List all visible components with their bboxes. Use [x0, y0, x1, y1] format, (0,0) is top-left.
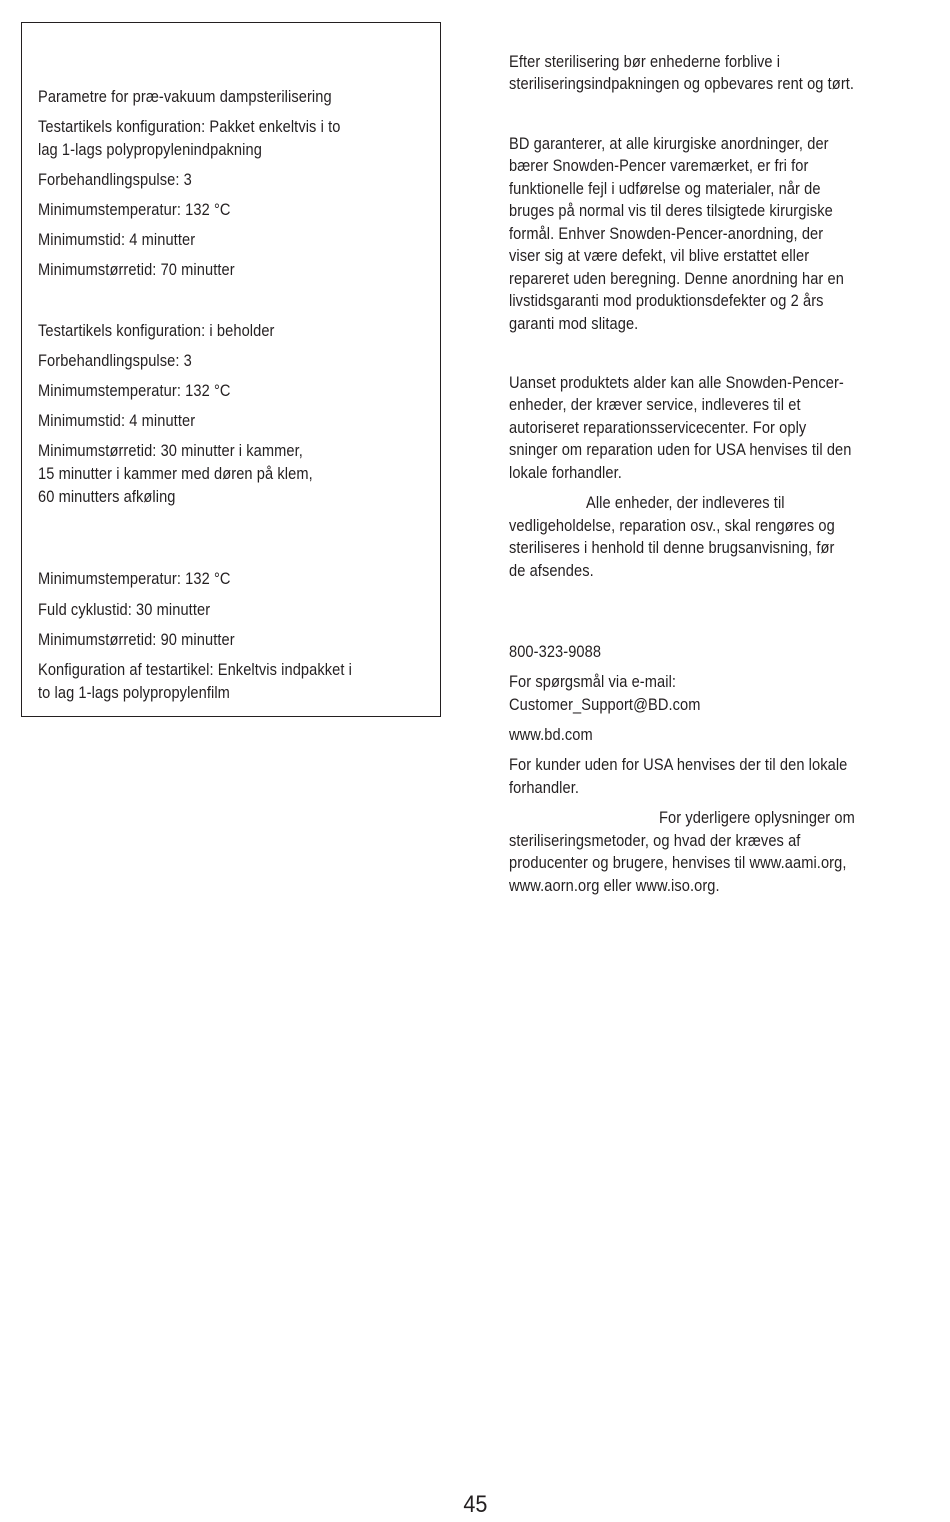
email-address: Customer_Support@BD.com: [509, 695, 701, 714]
service-line: Uanset produktets alder kan alle Snowden-Pencer-: [509, 373, 844, 392]
section2-temperature: Minimumstemperatur: 132 °C: [38, 381, 231, 400]
cleaning-line: vedligeholdelse, reparation osv., skal rengøres og: [509, 516, 835, 535]
section2-dry-line3: 60 minutters afkøling: [38, 487, 176, 506]
intl-customers-line1: For kunder uden for USA henvises der til den lokale: [509, 755, 848, 774]
section2-time: Minimumstid: 4 minutter: [38, 411, 196, 430]
references-line: producenter og brugere, henvises til www.aami.org,: [509, 853, 847, 872]
section2-dry-line2: 15 minutter i kammer med døren på klem,: [38, 464, 313, 483]
section2-pulses: Forbehandlingspulse: 3: [38, 351, 192, 370]
section1-temperature: Minimumstemperatur: 132 °C: [38, 200, 231, 219]
warranty-line: BD garanterer, at alle kirurgiske anordninger, der: [509, 134, 829, 153]
warranty-line: bruges på normal vis til deres tilsigtede kirurgiske: [509, 201, 833, 220]
section3-cycle-time: Fuld cyklustid: 30 minutter: [38, 600, 211, 619]
warranty-line: bærer Snowden-Pencer varemærket, er fri for: [509, 156, 809, 175]
service-line: autoriseret reparationsservicecenter. For oply: [509, 418, 807, 437]
section1-time: Minimumstid: 4 minutter: [38, 230, 196, 249]
warranty-line: viser sig at være defekt, vil blive erstattet eller: [509, 246, 810, 265]
storage-line: steriliseringsindpakningen og opbevares rent og tørt.: [509, 74, 855, 93]
section3-config-line1: Konfiguration af testartikel: Enkeltvis indpakket i: [38, 660, 353, 679]
page-number: [0, 1490, 950, 1520]
section1-config-line2: lag 1-lags polypropylenindpakning: [38, 140, 262, 159]
section1-dry-time: Minimumstørretid: 70 minutter: [38, 260, 235, 279]
section2-config: Testartikels konfiguration: i beholder: [38, 321, 275, 340]
warranty-line: livstidsgaranti mod produktionsdefekter og 2 års: [509, 291, 824, 310]
warranty-line: repareret uden beregning. Denne anordning har en: [509, 269, 844, 288]
storage-line: Efter sterilisering bør enhederne forblive i: [509, 52, 781, 71]
cleaning-line: steriliseres i henhold til denne brugsanvisning, før: [509, 538, 835, 557]
references-line: For yderligere oplysninger om: [659, 808, 855, 827]
email-label: For spørgsmål via e-mail:: [509, 672, 677, 691]
warranty-line: funktionelle fejl i udførelse og materialer, når de: [509, 179, 821, 198]
page-number-text: 45: [462, 1491, 488, 1518]
references-line: steriliseringsmetoder, og hvad der kræves af: [509, 831, 801, 850]
website: www.bd.com: [509, 725, 593, 744]
prevacuum-heading: Parametre for præ-vakuum dampsterilisering: [38, 87, 332, 106]
warranty-line: garanti mod slitage.: [509, 314, 639, 333]
warranty-line: formål. Enhver Snowden-Pencer-anordning, der: [509, 224, 824, 243]
references-line: www.aorn.org eller www.iso.org.: [509, 876, 720, 895]
cleaning-line: de afsendes.: [509, 561, 594, 580]
section3-config-line2: to lag 1-lags polypropylenfilm: [38, 683, 230, 702]
section1-pulses: Forbehandlingspulse: 3: [38, 170, 192, 189]
service-line: enheder, der kræver service, indleveres til et: [509, 395, 801, 414]
section3-dry-time: Minimumstørretid: 90 minutter: [38, 630, 235, 649]
phone-number: 800-323-9088: [509, 642, 602, 661]
section3-temperature: Minimumstemperatur: 132 °C: [38, 569, 231, 588]
intl-customers-line2: forhandler.: [509, 778, 580, 797]
section1-config-line1: Testartikels konfiguration: Pakket enkeltvis i to: [38, 117, 341, 136]
section2-dry-line1: Minimumstørretid: 30 minutter i kammer,: [38, 441, 303, 460]
service-line: sninger om reparation uden for USA henvises til den: [509, 440, 852, 459]
service-line: lokale forhandler.: [509, 463, 622, 482]
cleaning-line: Alle enheder, der indleveres til: [586, 493, 785, 512]
